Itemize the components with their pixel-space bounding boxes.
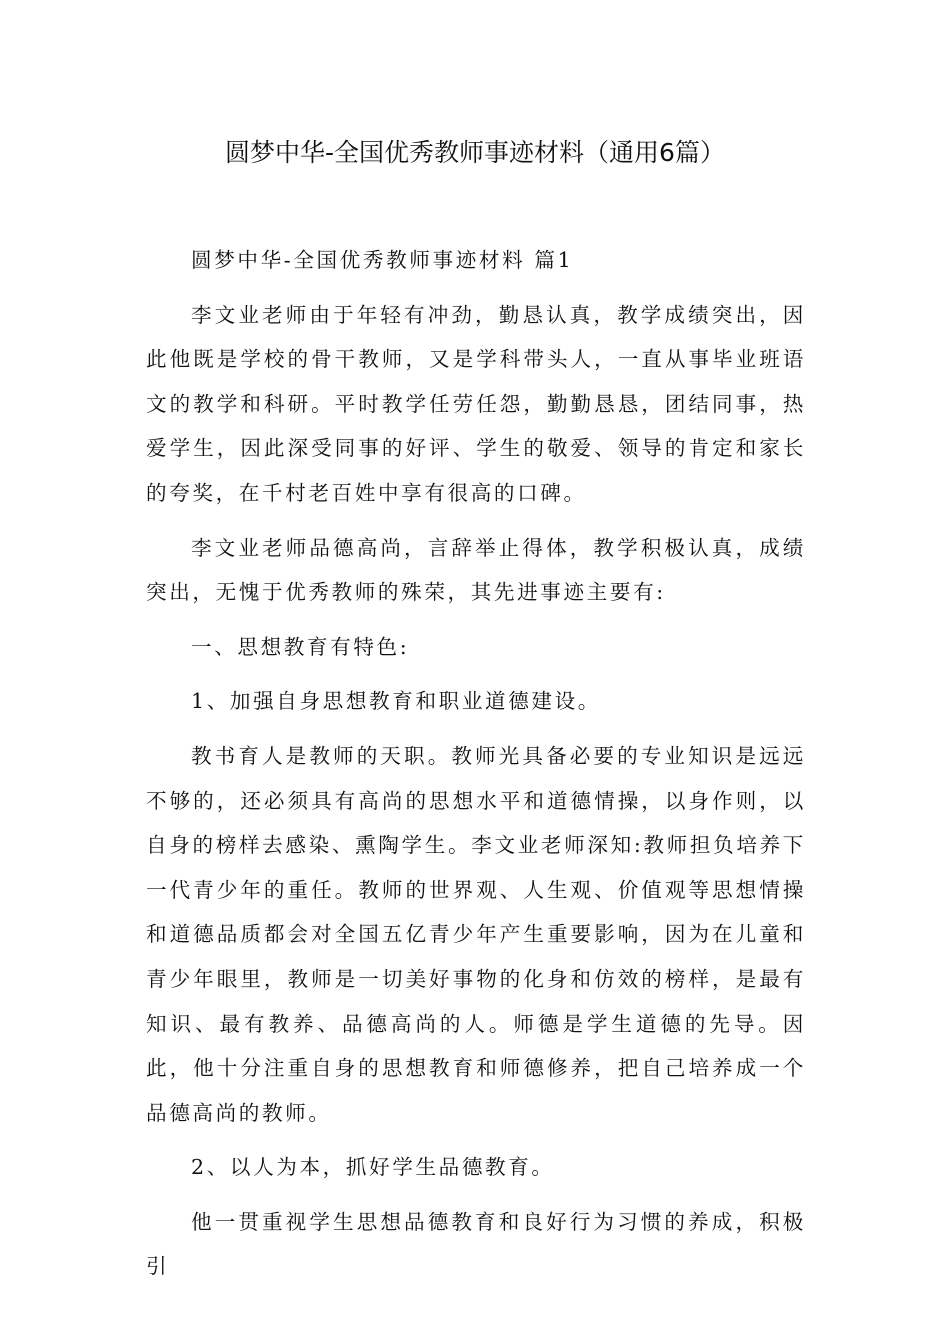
document-body: [146, 238, 806, 1289]
paragraph: 教书育人是教师的天职。教师光具备必要的专业知识是远远不够的，还必须具有高尚的思想水平和道德情操，以身作则，以自身的榜样去感染、熏陶学生。李文业老师深知:教师担负培养下一代青少年的重任。教师的世界观、人生观、价值观等思想情操和道德品质都会对全国五亿青少年产生重要影响，因为在儿童和青少年眼里，教师是一切美好事物的化身和仿效的榜样，是最有知识、最有教养、品德高尚的人。师德是学生道德的先导。因此，他十分注重自身的思想教育和师德修养，把自己培养成一个品德高尚的教师。: [146, 743, 806, 1125]
document-title: 圆梦中华-全国优秀教师事迹材料（通用6篇）: [225, 138, 725, 167]
paragraph: 李文业老师由于年轻有冲劲，勤恳认真，教学成绩突出，因此他既是学校的骨干教师，又是学科带头人，一直从事毕业班语文的教学和科研。平时教学任劳任怨，勤勤恳恳，团结同事，热爱学生，因此深受同事的好评、学生的敬爱、领导的肯定和家长的夸奖，在千村老百姓中享有很高的口碑。: [146, 302, 806, 505]
paragraph: 一、思想教育有特色:: [191, 634, 410, 659]
paragraph: 他一贯重视学生思想品德教育和良好行为习惯的养成，积极引: [146, 1209, 806, 1279]
section-heading: 圆梦中华-全国优秀教师事迹材料 篇1: [191, 248, 574, 272]
paragraph: 1、加强自身思想教育和职业道德建设。: [191, 689, 601, 714]
paragraph: 李文业老师品德高尚，言辞举止得体，教学积极认真，成绩突出，无愧于优秀教师的殊荣，其先进事迹主要有:: [146, 535, 806, 605]
paragraph: 2、以人为本，抓好学生品德教育。: [191, 1155, 555, 1180]
